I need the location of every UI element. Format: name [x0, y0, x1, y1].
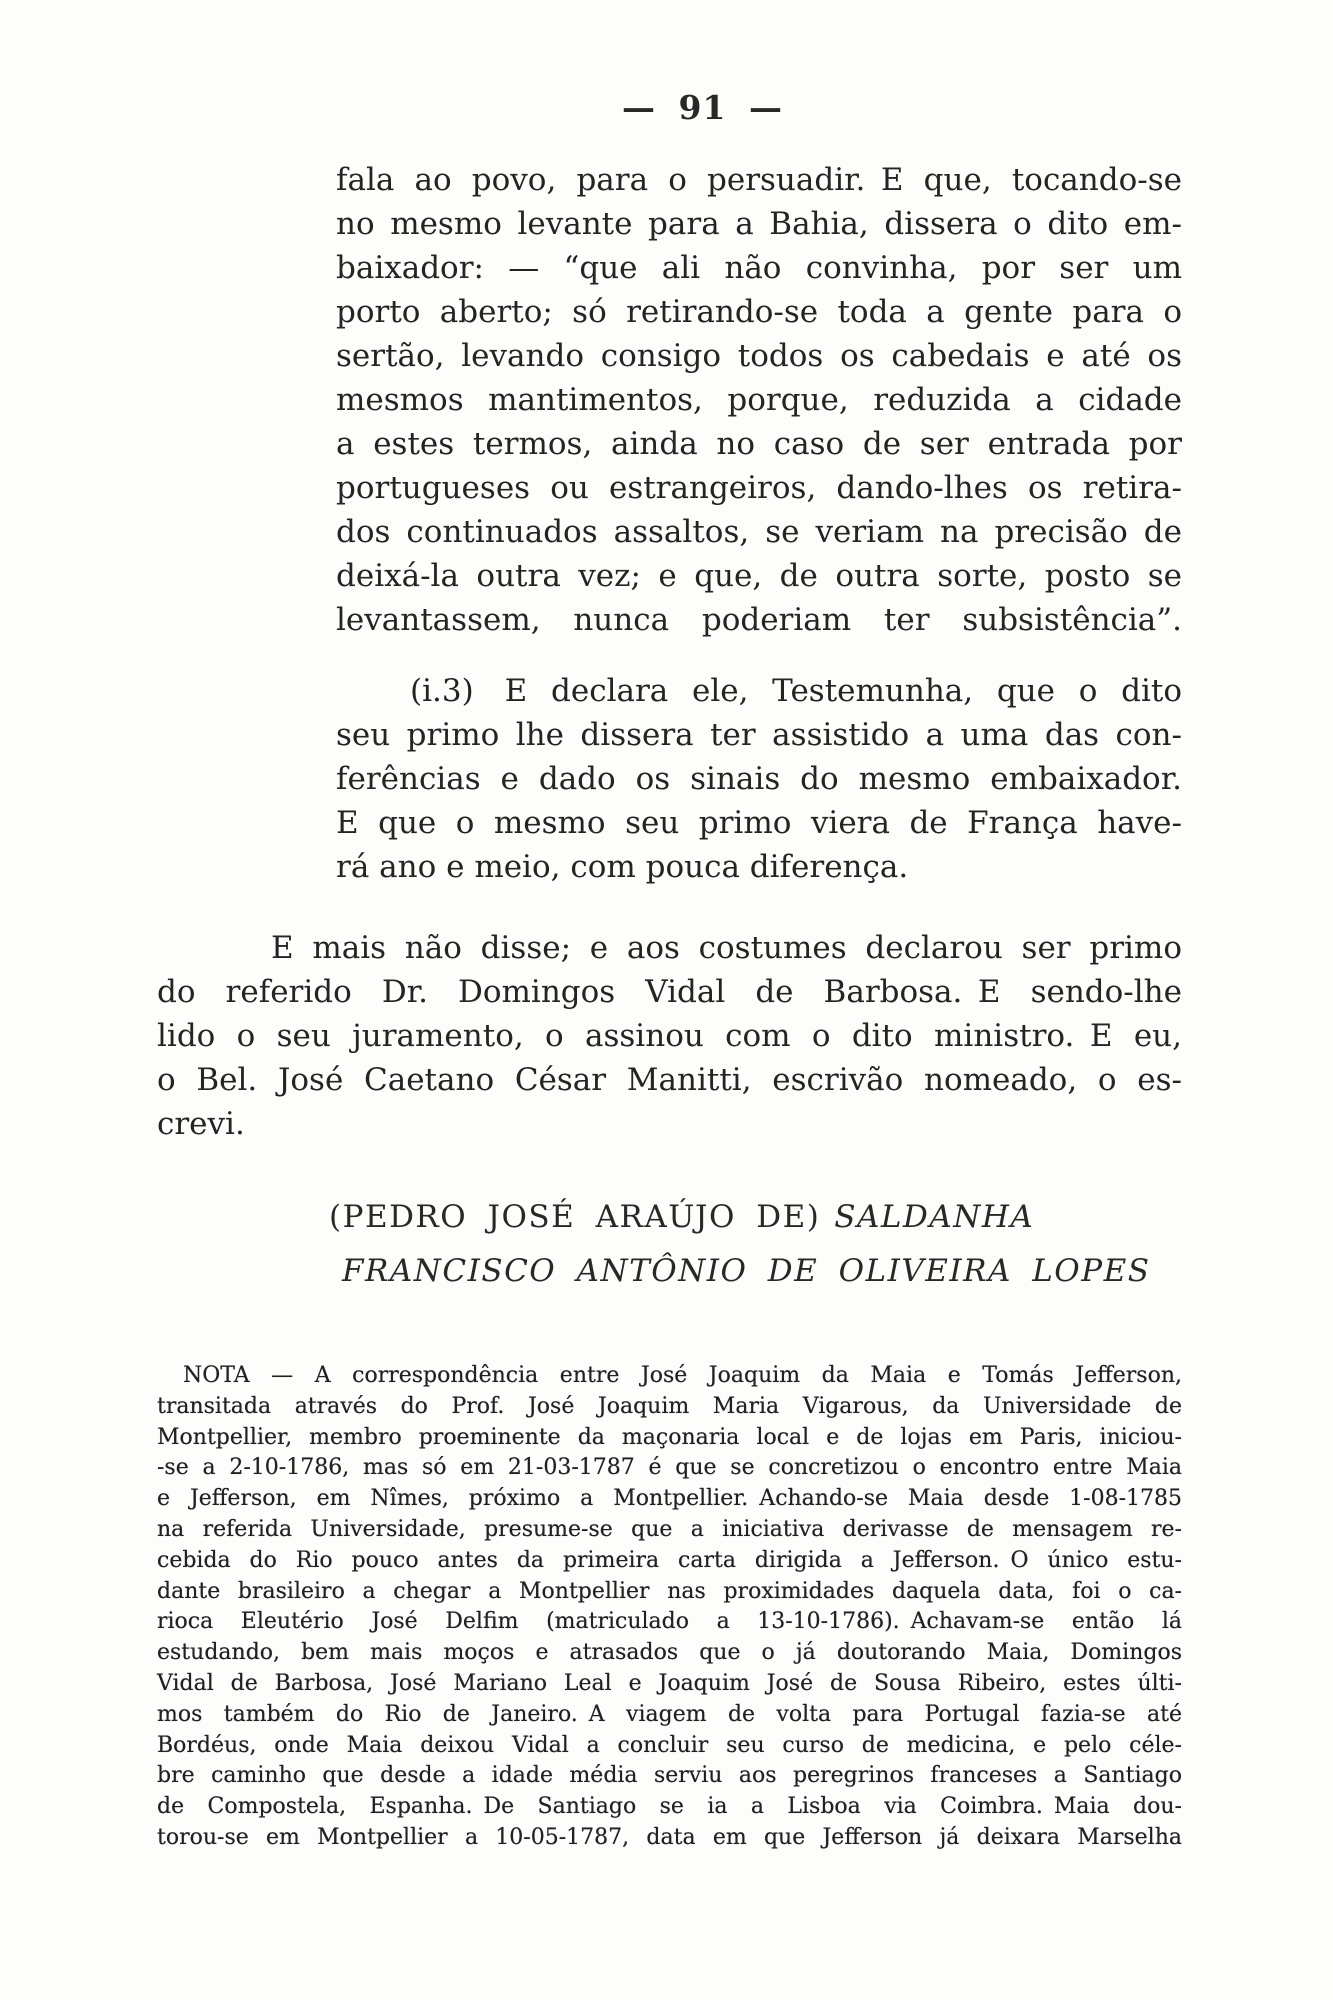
- text-line: o Bel. José Caetano César Manitti, escrivão nomeado, o es-: [157, 1062, 1182, 1098]
- footnote-nota: [157, 1361, 1182, 1854]
- signature-name: SALDANHA: [834, 1199, 1035, 1235]
- footnote-line: Montpellier, membro proeminente da maçonaria local e de lojas em Paris, iniciou-: [157, 1424, 1182, 1450]
- text-line: mesmos mantimentos, porque, reduzida a cidade: [336, 382, 1182, 418]
- footnote-line: mos também do Rio de Janeiro. A viagem de volta para Portugal fazia-se até: [157, 1701, 1182, 1727]
- footnote-line: na referida Universidade, presume-se que a iniciativa derivasse de mensagem re-: [157, 1516, 1182, 1542]
- text-line: porto aberto; só retirando-se toda a gente para o: [336, 294, 1182, 330]
- footnote-line: e Jefferson, em Nîmes, próximo a Montpellier. Achando-se Maia desde 1-08-1785: [157, 1486, 1182, 1512]
- text-line: do referido Dr. Domingos Vidal de Barbosa. E sendo-lhe: [157, 974, 1182, 1010]
- text-line: fala ao povo, para o persuadir. E que, tocando-se: [336, 162, 1182, 198]
- footnote-line: Vidal de Barbosa, José Mariano Leal e Joaquim José de Sousa Ribeiro, estes últi-: [157, 1670, 1182, 1696]
- text-line: E que o mesmo seu primo viera de França have-: [336, 805, 1182, 841]
- footnote-line: cebida do Rio pouco antes da primeira carta dirigida a Jefferson. O único estu-: [157, 1547, 1182, 1573]
- signature-oliveira-lopes: FRANCISCO ANTÔNIO DE OLIVEIRA LOPES: [342, 1253, 1151, 1289]
- deposition-quote-paragraph: [336, 158, 1182, 642]
- closing-paragraph: [157, 926, 1182, 1146]
- text-line: crevi.: [157, 1106, 245, 1142]
- text-line: levantassem, nunca poderiam ter subsistência”.: [336, 602, 1182, 638]
- footnote-line: Bordéus, onde Maia deixou Vidal a concluir seu curso de medicina, e pelo céle-: [157, 1732, 1182, 1758]
- text-line: dos continuados assaltos, se veriam na precisão de: [336, 514, 1182, 550]
- text-line: sertão, levando consigo todos os cabedais e até os: [336, 338, 1182, 374]
- footnote-line: dante brasileiro a chegar a Montpellier nas proximidades daquela data, foi o ca-: [157, 1578, 1182, 1604]
- text-line: (i.3) E declara ele, Testemunha, que o dito: [410, 673, 1182, 709]
- text-line: no mesmo levante para a Bahia, dissera o dito em-: [336, 206, 1182, 242]
- signature-saldanha: [329, 1197, 1034, 1237]
- footnote-line: estudando, bem mais moços e atrasados que o já doutorando Maia, Domingos: [157, 1640, 1182, 1666]
- text-line: rá ano e meio, com pouca diferença.: [336, 849, 909, 885]
- text-line: a estes termos, ainda no caso de ser entrada por: [336, 426, 1182, 462]
- footnote-line: rioca Eleutério José Delfim (matriculado a 13-10-1786). Achavam-se então lá: [157, 1609, 1182, 1635]
- footnote-line: NOTA — A correspondência entre José Joaquim da Maia e Tomás Jefferson,: [183, 1363, 1182, 1388]
- footnote-line: bre caminho que desde a idade média serviu aos peregrinos franceses a Santiago: [157, 1763, 1182, 1789]
- footnote-line: transitada através do Prof. José Joaquim Maria Vigarous, da Universidade de: [157, 1393, 1182, 1419]
- text-line: portugueses ou estrangeiros, dando-lhes os retira-: [336, 470, 1182, 506]
- item-i3-paragraph: [336, 669, 1182, 889]
- footnote-line: torou-se em Montpellier a 10-05-1787, data em que Jefferson já deixara Marselha: [157, 1824, 1182, 1850]
- text-line: ferências e dado os sinais do mesmo embaixador.: [336, 761, 1182, 797]
- page-number: — 91 —: [622, 88, 783, 127]
- signature-prefix: (PEDRO JOSÉ ARAÚJO DE): [329, 1199, 821, 1235]
- text-line: deixá-la outra vez; e que, de outra sorte, posto se: [336, 558, 1182, 594]
- text-line: E mais não disse; e aos costumes declarou ser primo: [271, 930, 1182, 966]
- footnote-line: de Compostela, Espanha. De Santiago se ia a Lisboa via Coimbra. Maia dou-: [157, 1794, 1182, 1820]
- text-line: baixador: — “que ali não convinha, por ser um: [336, 250, 1182, 286]
- text-line: lido o seu juramento, o assinou com o dito ministro. E eu,: [157, 1018, 1182, 1054]
- footnote-line: -se a 2-10-1786, mas só em 21-03-1787 é que se concretizou o encontro entre Maia: [157, 1455, 1182, 1481]
- text-line: seu primo lhe dissera ter assistido a uma das con-: [336, 717, 1182, 753]
